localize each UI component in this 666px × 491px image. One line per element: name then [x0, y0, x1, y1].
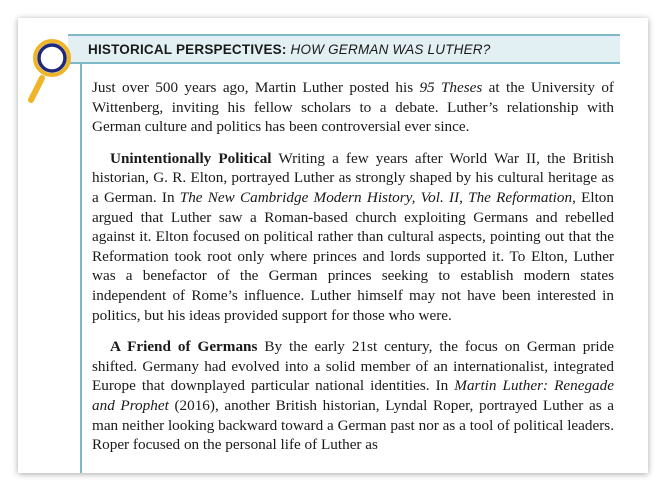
- section-title: [88, 42, 490, 57]
- run-in-heading: A Friend of Germans: [110, 338, 258, 356]
- magnifying-glass-icon: [28, 30, 78, 110]
- text-run: Writing a few years after World War II, the British historian, G. R. Elton, portrayed Luther as strongly shaped by his cultural heritage as a German. In: [92, 149, 614, 206]
- text-run: By the early 21st century, the focus on German pride shifted. Germany had evolved into a solid member of an internationalist, integrated Europe that downplayed particular national identities. In: [92, 338, 614, 395]
- text-run: at the University of Wittenberg, inviting his fellow scholars to a debate. Luther’s relationship with German culture and politics has been controversial ever since.: [92, 79, 614, 136]
- book-title: Martin Luther: Renegade and Prophet: [92, 377, 614, 414]
- text-run: Just over 500 years ago, Martin Luther posted his: [92, 79, 420, 96]
- book-title: 95 Theses: [419, 79, 483, 96]
- paragraph-intro: [92, 78, 614, 137]
- text-run: (2016), another British historian, Lyndal Roper, portrayed Luther as a man neither looking backward toward a German past nor as a tool of political leaders. Roper focused on the personal life of Luther as: [92, 396, 614, 454]
- paragraph-unintentionally-political: [92, 149, 614, 325]
- run-in-heading: Unintentionally Political: [110, 149, 272, 167]
- sidebar-rule: [80, 62, 82, 473]
- text-run: , Elton argued that Luther saw a Roman-based church exploiting Germans and rebelled against it. Elton focused on political rather than cultural aspects, pointing out that the Reformation took root only where princes and lords supported it. To Elton, Luther was a benefactor of the German princes seeking to establish modern states independent of Rome’s influence. Luther himself may not have been interested in politics, but his ideas provided support for those who were.: [92, 188, 614, 324]
- article-body: [92, 78, 614, 467]
- paragraph-friend-of-germans: [92, 337, 614, 455]
- book-title: The New Cambridge Modern History, Vol. II, The Reformation: [179, 188, 573, 206]
- section-title-sub: HOW GERMAN WAS LUTHER?: [290, 42, 491, 57]
- section-title-lead: HISTORICAL PERSPECTIVES:: [88, 42, 287, 57]
- document-page: [18, 18, 648, 473]
